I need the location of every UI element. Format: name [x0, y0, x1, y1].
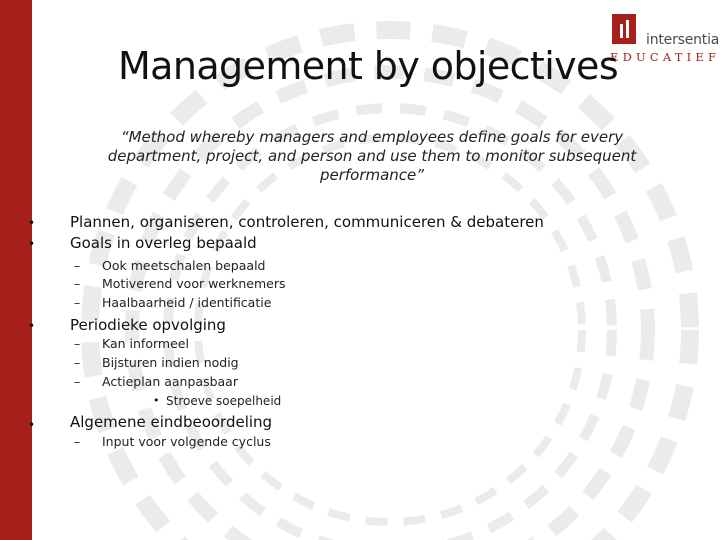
logo-mark-icon — [612, 14, 636, 44]
bullet-marker: • — [28, 216, 36, 230]
sub-item: Actieplan aanpasbaar — [102, 374, 238, 389]
sub-bullet-dash: – — [74, 336, 81, 351]
sub-item: Motiverend voor werknemers — [102, 276, 286, 291]
watermark-ring — [198, 138, 582, 522]
sub-bullet-dash: – — [74, 295, 81, 310]
intersentia-logo — [608, 14, 720, 64]
sub-sub-bullet-marker: • — [153, 394, 160, 407]
bullet-item-3: Periodieke opvolging — [70, 316, 226, 334]
logo-name: intersentia — [646, 32, 720, 48]
sub-bullet-dash: – — [74, 258, 81, 273]
sub-item: Bijsturen indien nodig — [102, 355, 239, 370]
slide-title: Management by objectives — [118, 44, 619, 88]
sub-item: Ook meetschalen bepaald — [102, 258, 266, 273]
sub-sub-item: Stroeve soepelheid — [166, 394, 282, 408]
sub-bullet-dash: – — [74, 276, 81, 291]
logo-subtitle: EDUCATIEF — [610, 50, 720, 64]
bullet-marker: • — [28, 418, 36, 432]
definition-quote: “Method whereby managers and employees define goals for every department, project, and person and use them to monitor subsequent performance” — [107, 128, 637, 184]
sub-bullet-dash: – — [74, 374, 81, 389]
bullet-marker: • — [28, 237, 36, 251]
sub-bullet-dash: – — [74, 434, 81, 449]
bullet-marker: • — [28, 319, 36, 333]
sub-item: Input voor volgende cyclus — [102, 434, 271, 449]
bullet-item-2: Goals in overleg bepaald — [70, 234, 257, 252]
sub-item: Haalbaarheid / identificatie — [102, 295, 272, 310]
sub-item: Kan informeel — [102, 336, 189, 351]
sub-bullet-dash: – — [74, 355, 81, 370]
bullet-item-1: Plannen, organiseren, controleren, communiceren & debateren — [70, 213, 544, 231]
bullet-item-4: Algemene eindbeoordeling — [70, 413, 273, 431]
